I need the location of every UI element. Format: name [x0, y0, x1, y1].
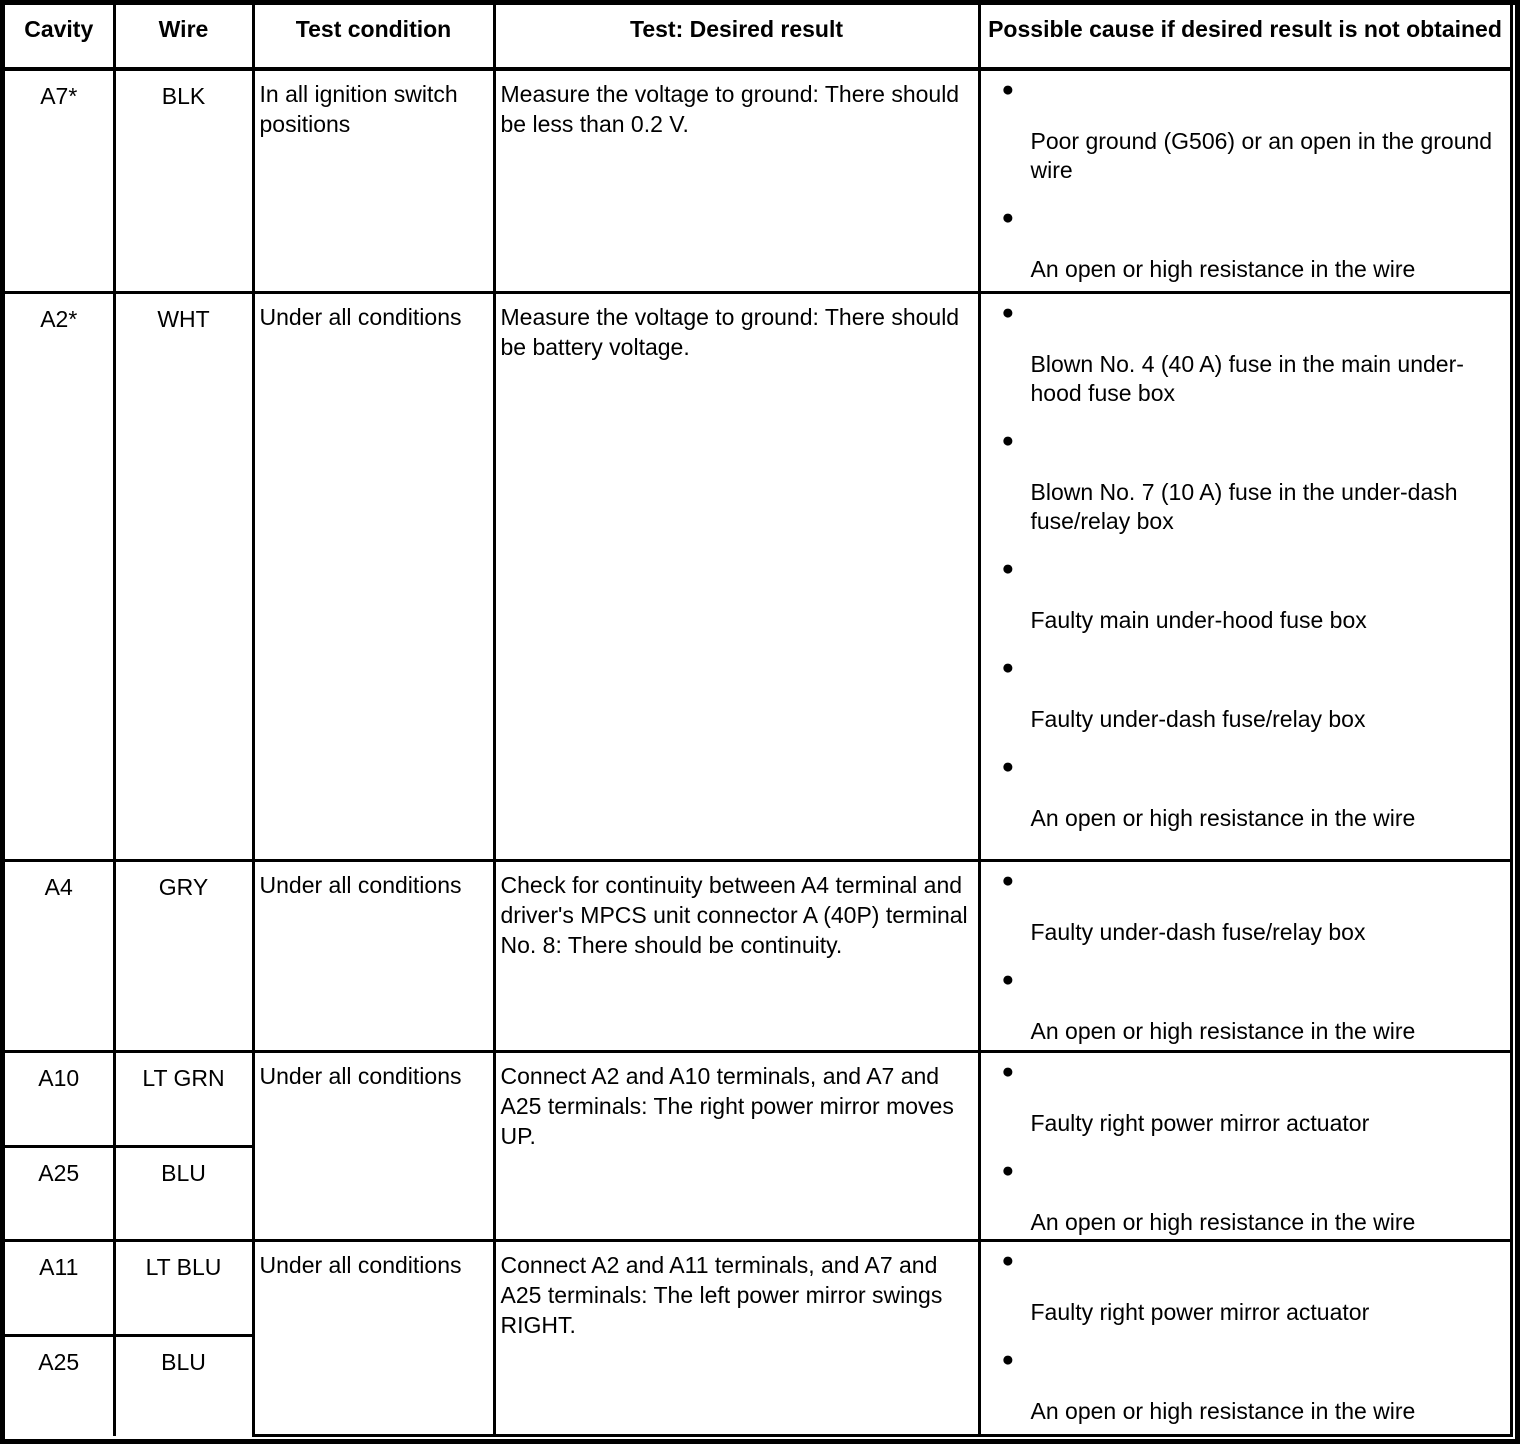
bullet-icon: ●	[1001, 1249, 1015, 1273]
cell-wire-blu: BLU	[114, 1147, 253, 1241]
column-header-test-condition: Test condition	[253, 5, 494, 69]
cause-item	[981, 79, 1506, 185]
cause-item	[981, 756, 1506, 833]
cause-item	[981, 1250, 1506, 1327]
cell-test-condition: Under all conditions	[253, 1241, 494, 1436]
cause-item	[981, 1061, 1506, 1138]
header-row	[5, 5, 1511, 69]
bullet-icon: ●	[1001, 869, 1015, 893]
cell-test-condition: Under all conditions	[253, 861, 494, 1052]
cause-text: Faulty under-dash fuse/relay box	[1030, 919, 1366, 946]
bullet-icon: ●	[1001, 1348, 1015, 1372]
cell-desired-result: Connect A2 and A10 terminals, and A7 and A25 terminals: The right power mirror moves UP.	[494, 1051, 979, 1241]
cell-possible-causes	[979, 861, 1511, 1052]
cell-possible-causes	[979, 293, 1511, 861]
cell-desired-result: Connect A2 and A11 terminals, and A7 and A25 terminals: The left power mirror swings RIGHT.	[494, 1241, 979, 1436]
cell-wire-blu: BLU	[114, 1335, 253, 1435]
cause-text: Faulty right power mirror actuator	[1030, 1299, 1370, 1326]
cause-item	[981, 657, 1506, 734]
cause-item	[981, 430, 1506, 536]
bullet-icon: ●	[1001, 206, 1015, 229]
cause-item	[981, 207, 1506, 284]
bullet-icon: ●	[1001, 755, 1015, 779]
table-row	[5, 861, 1511, 1052]
cause-text: An open or high resistance in the wire	[1030, 1018, 1416, 1045]
table-row	[5, 1051, 1511, 1146]
cause-text: An open or high resistance in the wire	[1030, 805, 1416, 832]
cause-text: Poor ground (G506) or an open in the ground wire	[1030, 128, 1493, 183]
cause-item	[981, 1349, 1506, 1426]
cell-cavity-a2: A2*	[5, 293, 114, 861]
cell-wire-lt-blu: LT BLU	[114, 1241, 253, 1335]
cell-cavity-a7: A7*	[5, 69, 114, 293]
cause-item	[981, 558, 1506, 635]
cause-text: Blown No. 4 (40 A) fuse in the main under-hood fuse box	[1030, 351, 1464, 407]
cause-item	[981, 969, 1506, 1046]
wire-test-table	[5, 5, 1513, 1437]
cause-text: An open or high resistance in the wire	[1030, 256, 1416, 282]
cell-possible-causes	[979, 1051, 1511, 1241]
column-header-wire: Wire	[114, 5, 253, 69]
cause-item	[981, 1160, 1506, 1237]
cell-cavity-a25: A25	[5, 1147, 114, 1241]
bullet-icon: ●	[1001, 301, 1015, 325]
cause-text: Faulty right power mirror actuator	[1030, 1109, 1370, 1136]
cause-text: Blown No. 7 (10 A) fuse in the under-dash fuse/relay box	[1030, 479, 1458, 535]
cause-text: An open or high resistance in the wire	[1030, 1208, 1416, 1235]
cell-possible-causes	[979, 1241, 1511, 1436]
table-row	[5, 1241, 1511, 1335]
bullet-icon: ●	[1001, 78, 1015, 101]
cause-item	[981, 302, 1506, 408]
table-row	[5, 69, 1511, 293]
cell-test-condition: Under all conditions	[253, 1051, 494, 1241]
bullet-icon: ●	[1001, 1059, 1015, 1083]
cell-cavity-a25: A25	[5, 1335, 114, 1435]
bullet-icon: ●	[1001, 1158, 1015, 1182]
cause-text: Faulty under-dash fuse/relay box	[1030, 706, 1366, 733]
cell-desired-result: Measure the voltage to ground: There should be less than 0.2 V.	[494, 69, 979, 293]
cause-text: Faulty main under-hood fuse box	[1030, 607, 1367, 634]
column-header-desired-result: Test: Desired result	[494, 5, 979, 69]
cell-desired-result: Measure the voltage to ground: There should be battery voltage.	[494, 293, 979, 861]
cell-desired-result: Check for continuity between A4 terminal and driver's MPCS unit connector A (40P) terminal No. 8: There should be continuity.	[494, 861, 979, 1052]
cell-wire-wht: WHT	[114, 293, 253, 861]
cell-wire-lt-grn: LT GRN	[114, 1051, 253, 1146]
cell-possible-causes	[979, 69, 1511, 293]
column-header-possible-cause: Possible cause if desired result is not obtained	[979, 5, 1511, 69]
table-row	[5, 293, 1511, 861]
cell-test-condition: In all ignition switch positions	[253, 69, 494, 293]
column-header-cavity: Cavity	[5, 5, 114, 69]
cause-text: An open or high resistance in the wire	[1030, 1398, 1416, 1425]
cell-wire-gry: GRY	[114, 861, 253, 1052]
cell-cavity-a11: A11	[5, 1241, 114, 1335]
cause-item	[981, 870, 1506, 947]
bullet-icon: ●	[1001, 429, 1015, 453]
cell-test-condition: Under all conditions	[253, 293, 494, 861]
bullet-icon: ●	[1001, 656, 1015, 680]
bullet-icon: ●	[1001, 968, 1015, 992]
bullet-icon: ●	[1001, 557, 1015, 581]
cell-cavity-a4: A4	[5, 861, 114, 1052]
cell-wire-blk: BLK	[114, 69, 253, 293]
cell-cavity-a10: A10	[5, 1051, 114, 1146]
